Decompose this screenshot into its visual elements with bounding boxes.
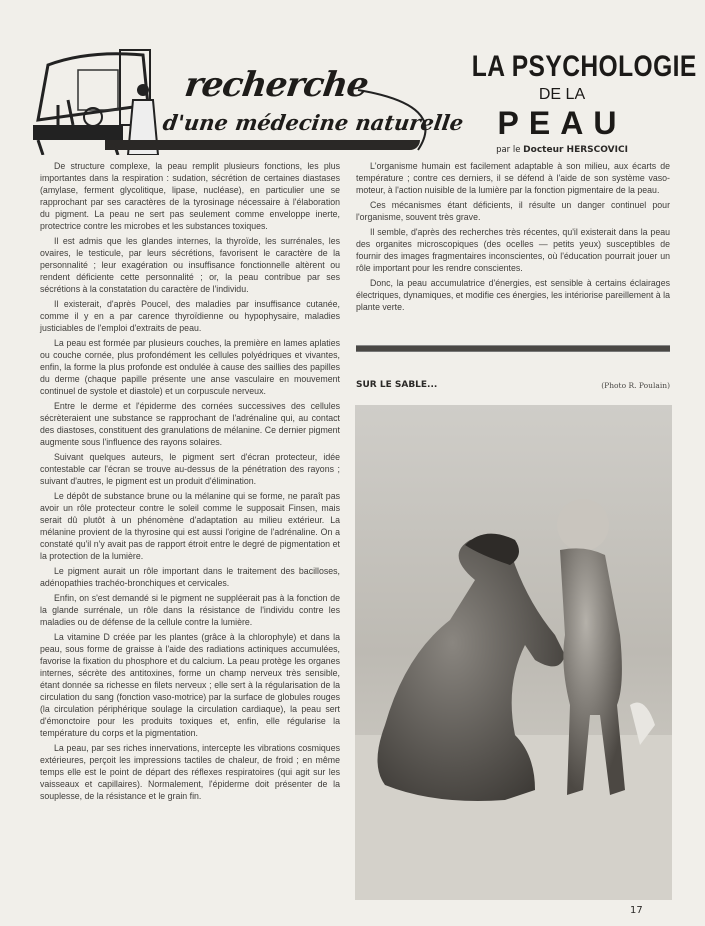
- paragraph: L'organisme humain est facilement adaptable à son milieu, aux écarts de température ; contre ces derniers, il se défend à l'aide de son système vaso-moteur, à l'action nuisible de la lumière par la fonction pigmentaire de la peau.: [356, 161, 670, 195]
- paragraph: Entre le derme et l'épiderme des cornées successives des cellules sécrèteraient une substance se rapprochant de l'adrénaline qui, au contact des diastoses, constituent des granulations de mélanine. Ce dernier pigment augmente sous l'influence des rayons solaires.: [40, 401, 340, 447]
- article-title-line3: PEAU: [497, 105, 627, 141]
- right-column: [356, 160, 670, 316]
- article-title-line1: LA PSYCHOLOGIE: [471, 50, 697, 83]
- page-number: 17: [630, 905, 643, 916]
- paragraph: Le dépôt de substance brune ou la mélanine qui se forme, ne paraît pas avoir un rôle protecteur contre le soleil comme le supposait Finsen, mais serait dû plutôt à un phénomène d'adaptation au milieu extérieur. La mélanine provient de la thyrosine qui est aussi l'origine de l'adrénaline. On a constaté qu'il n'y avait pas de rapport étroit entre le degré de pigmentation et la protection de la lumière.: [40, 491, 340, 561]
- paragraph: Enfin, on s'est demandé si le pigment ne suppléerait pas à la fonction de la glande surrénale, un rôle dans la résistance de l'individu contre les maladies ou de défense de la cellule contre la lumière.: [40, 593, 340, 627]
- paragraph: Il est admis que les glandes internes, la thyroïde, les surrénales, les ovaires, le testicule, par leurs sécrétions, favorisent le caractère de la personnalité ; leur exagération ou insuffisance fonctionnelle altèrent ou rendent déficiente cette personnalité ; or, la peau contribue par ses sécrétions à la constatation du caractère de l'individu.: [40, 236, 340, 294]
- photo-credit: (Photo R. Poulain): [601, 381, 670, 390]
- paragraph: Le pigment aurait un rôle important dans le traitement des bacilloses, adénopathies trachéo-bronchiques et cervicales.: [40, 566, 340, 588]
- paragraph: Donc, la peau accumulatrice d'énergies, est sensible à certains éclairages électriques, dynamiques, et modifie ces énergies, les intériorise pareillement à la plante verte.: [356, 278, 670, 312]
- left-column: [40, 160, 340, 805]
- section-divider: [356, 345, 670, 352]
- rubric-title: recherche: [182, 65, 371, 105]
- paragraph: La vitamine D créée par les plantes (grâce à la chlorophyle) et dans la peau, sous forme de graisse à l'aide des radiations actiniques accumulées, favorise la fixation du phosphore et du calcium. La peau protège les organes internes, sécrète des antitoxines, forme un champ nerveux très sensible, étant donnée sa richesse en filets nerveux ; elle sert à la régularisation de la circulation du sang (fonction vaso-motrice) par la surface de globules rouges (la circulation périphérique soulage la circulation cardiaque), la peau sert d'émonctoire pour les produits toxiques et, enfin, elle régularise la température du corps et la pigmentation.: [40, 632, 340, 738]
- byline-author: Docteur HERSCOVICI: [523, 145, 628, 155]
- beach-photo: [355, 405, 672, 900]
- paragraph: Ces mécanismes étant déficients, il résulte un danger continuel pour l'organisme, souvent très grave.: [356, 200, 670, 222]
- paragraph: Suivant quelques auteurs, le pigment sert d'écran protecteur, idée contestable car l'écran se trouve au-dessus de la pénétration des rayons ; suivant d'autres, le pigment est un produit d'élimination.: [40, 452, 340, 486]
- byline: [452, 145, 672, 156]
- rubric-subtitle: d'une médecine naturelle: [161, 110, 466, 135]
- paragraph: Il semble, d'après des recherches très récentes, qu'il existerait dans la peau des organites microscopiques (des ocelles — petits yeux) susceptibles de fournir des images fragmentaires inconscientes, où l'éducation pourrait jouer un rôle important pour les rendre conscientes.: [356, 227, 670, 273]
- paragraph: Il existerait, d'après Poucel, des maladies par insuffisance cutanée, comme il y en a par carence thyroïdienne ou hypophysaire, maladies justiciables de l'emploi d'extraits de peau.: [40, 299, 340, 333]
- photo-caption: SUR LE SABLE...: [356, 380, 438, 390]
- byline-prefix: par le: [496, 145, 521, 155]
- paragraph: La peau, par ses riches innervations, intercepte les vibrations cosmiques extérieures, perçoit les impressions tactiles de chaleur, de froid ; en même temps elle est le point de départ des réflexes respiratoires (qui agit sur les vaisseaux et capillaires). Normalement, l'épiderme doit présenter de la souplesse, de la résistance et le grain fin.: [40, 743, 340, 801]
- rubric-underline: [105, 140, 420, 150]
- paragraph: De structure complexe, la peau remplit plusieurs fonctions, les plus importantes dans la respiration : sudation, sécrétion de certaines diastases (amylase, ferment glycolitique, lipase, nucléase), en particulier une se rapprochant par ses caractères de la tyrosinage nécessaire à l'élaboration du pigment. La peau ne sert pas seulement comme enveloppe inerte, protectrice contre les microbes et les substances toxiques.: [40, 161, 340, 231]
- article-title-line2: DE LA: [538, 86, 586, 103]
- paragraph: La peau est formée par plusieurs couches, la première en lames aplaties ou couche cornée, plus profondément les cellules polyédriques et vivantes, enfin, la forme la plus profonde est ondulée à cause des saillies des papilles du derme (chaque papille présente une anse vasculaire en mouvement continuel de systole et diastole) et un corpuscule nerveux.: [40, 338, 340, 396]
